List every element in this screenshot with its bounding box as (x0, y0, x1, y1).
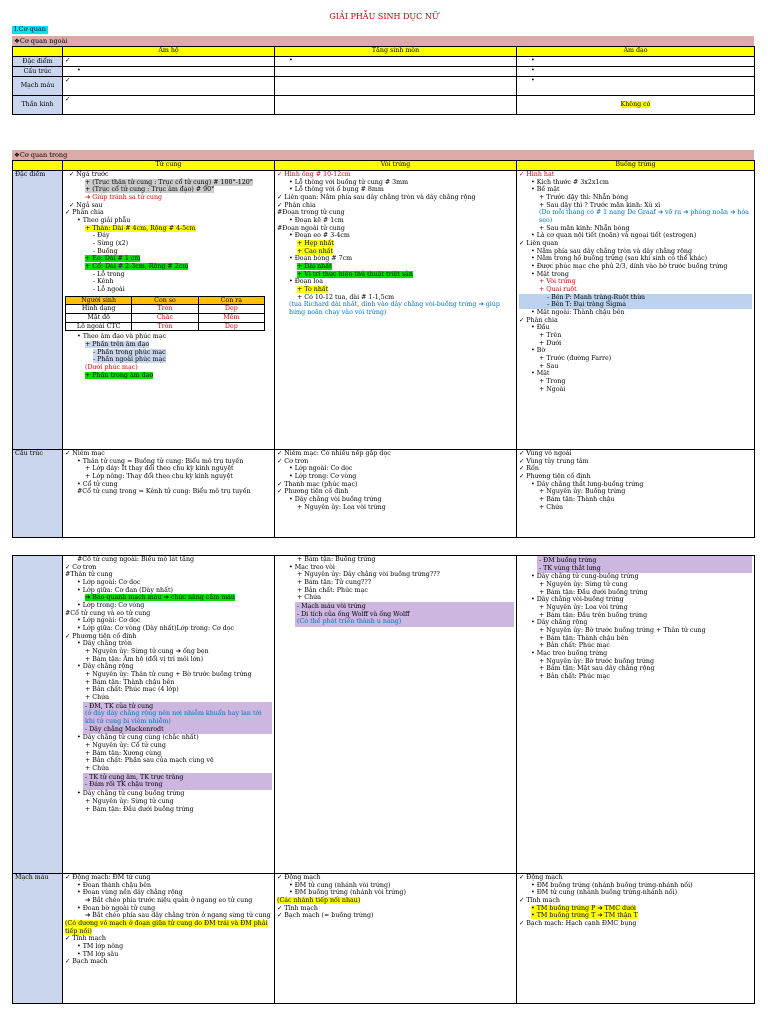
text-line: ✓ Vùng vỏ ngoài (519, 450, 572, 457)
text-line: ✓ Phương tiện cố định (277, 488, 349, 496)
text-line: + Cổ: Dài # 2-3cm, Rộng # 2cm (85, 263, 189, 271)
text-line: + Bản chất: Phúc mạc (297, 586, 368, 594)
ovary-structure-cont-cell (517, 556, 755, 874)
row-label: Mạch máu (13, 77, 63, 96)
text-line: + Bám tận: Thành chậu bên (85, 678, 175, 686)
page-title: GIẢI PHẪU SINH DỤC NỮ (329, 12, 439, 21)
text-line: • Lớp ngoài: Cơ dọc (77, 579, 141, 587)
text-line: • ĐM tử cung (nhánh vòi trứng) (289, 881, 391, 889)
text-line: - ĐM, TK của tử cung (85, 702, 154, 710)
text-line: • Lớp giữa: Cơ vòng (Dày nhất)Lớp trong: Cơ dọc (77, 625, 235, 633)
text-line: + (Trục cổ tử cung : Trục âm đạo) # 90° (85, 186, 215, 194)
text-line: - Di tích của ống Wolff và ống Wolff (297, 610, 410, 618)
table-cell (275, 77, 517, 96)
text-line: + Chứa (85, 765, 109, 773)
inner-organs-table-continued (12, 555, 755, 1004)
text-line: ✓ Cơ trơn (65, 563, 97, 571)
note-box (537, 556, 752, 573)
text-line: - Lỗ ngoài (93, 286, 125, 294)
text-line: ✓ Phân chia (277, 201, 316, 209)
table-cell (275, 96, 517, 115)
text-line: • TM lớp sâu (77, 950, 119, 958)
text-line: • Mạc treo vòi (289, 563, 335, 571)
text-line: • Đoạn eo # 3-4cm (289, 232, 350, 240)
text-line: + Chứa (85, 694, 109, 702)
text-line: • Lớp ngoài: Cơ dọc (289, 465, 353, 473)
tube-structure-cell (275, 450, 517, 538)
text-line: • Dây chằng rộng (77, 663, 134, 671)
text-line: - Sừng (x2) (93, 240, 129, 248)
text-line: ✓ Bạch mạch (= buồng trứng) (277, 912, 374, 920)
table-cell (517, 96, 755, 115)
text-line: ✓ Liên quan (519, 240, 559, 248)
text-line: #Cổ tử cung trong = Kênh tử cung: Biểu mô trụ tuyến (77, 488, 251, 496)
text-line: ✓ Phân chia (65, 209, 104, 217)
text-line: + Nguyên ủy: Bờ trước buồng trứng (539, 657, 654, 665)
text-line: + Bản chất: Phần sau của mạch cùng vệ (85, 757, 214, 765)
text-line: • Đoạn bóng # 7cm (289, 255, 353, 263)
text-line: • ĐM buồng trứng (nhánh buồng trứng-nhánh nối) (531, 881, 693, 889)
table-cell: Dẹp (198, 305, 264, 314)
text-line: • Cổ tử cung (77, 480, 118, 488)
text-line: + Nguyên ủy: Bờ trước buồng trứng + Thân tử cung (539, 627, 706, 635)
text-line: • Đoạn loa (289, 278, 323, 286)
text-line: + Có 10-12 tua, dài # 1-1,5cm (297, 293, 395, 301)
ovary-vessels-cell (517, 874, 755, 1004)
text-line: (Có dương vô mạch ở đoạn giữa tử cung do ĐM trái và ĐM phải tiếp nối) (65, 920, 268, 935)
table-cell: • (517, 57, 755, 67)
text-line: + Bản chất: Phúc mạc (539, 642, 610, 650)
text-line: + Bám tận: Buồng trứng (297, 556, 376, 563)
table-cell: Mật độ (66, 314, 132, 323)
text-line: ✓ Ngả trước (69, 171, 109, 178)
text-line: #Cổ tử cung và eo tử cung (65, 609, 151, 617)
text-line: • Lớp ngoài: Cơ dọc (77, 617, 141, 625)
text-line: + Ngoài (539, 385, 566, 393)
text-line: - Đáy (93, 232, 110, 240)
text-line: ✓ Động mạch (277, 874, 321, 881)
tube-structure-cont-cell (275, 556, 517, 874)
text-line: - TK tử cung âm, TK trực tràng (85, 773, 184, 781)
table-cell: Mềm (198, 314, 264, 323)
text-line: - ĐM buồng trứng (539, 557, 597, 564)
text-line: + Nguyên ủy: Sừng tử cung (85, 797, 174, 805)
table-cell: Hình dạng (66, 305, 132, 314)
text-line: • ĐM tử cung (nhánh buồng trứng-nhánh nối) (531, 889, 678, 897)
text-line: + Nguyên ủy: Buồng trứng (539, 488, 626, 496)
text-line: ✓ Bạch mạch (65, 958, 108, 966)
text-line: • Bề mặt (531, 186, 560, 194)
text-line: • Lỗ thông với ổ bụng # 8mm (289, 186, 384, 194)
text-line: + Bám tận: Thành chậu bên (539, 634, 629, 642)
text-line: + Nguyên ủy: Cổ tử cung (85, 742, 166, 750)
ovary-features-cell (517, 171, 755, 450)
text-line: (Do mỗi tháng có # 1 nang De Graaf ➔ vỡ ra ➔ phóng noãn ➔ hóa sẹo) (539, 209, 749, 225)
text-line: + Chứa (297, 594, 321, 602)
uterus-structure-cont-cell (63, 556, 275, 874)
text-line: • Là cơ quan nội tiết (noãn) và ngoại tiết (estrogen) (531, 232, 697, 240)
text-line: • Nằm trong hố buồng trứng (sau khi sinh có thể khác) (531, 255, 708, 263)
inner-organs-heading: ❖Cơ quan trong (12, 150, 754, 160)
text-line: • Bờ (531, 347, 546, 355)
text-line: ✓ Hình ống # 10-12cm (277, 171, 351, 178)
text-line: + Bám tận: Đầu trên buồng trứng (539, 611, 648, 619)
row-label: Cấu trúc (13, 450, 63, 538)
text-line: • Dây chằng vòi-buồng trứng (531, 596, 624, 604)
row-label: Cấu trúc (13, 67, 63, 77)
table-header: Con rạ (198, 296, 264, 305)
section-heading: I.Cơ quan (14, 25, 46, 33)
text-line: + Cao nhất (297, 247, 334, 255)
text-line: • Mặt ngoài: Thành chậu bên (531, 309, 625, 317)
text-line: ✓ Niêm mạc: Có nhiều nếp gấp dọc (277, 450, 391, 457)
text-line: ✓ Ngả sau (69, 201, 103, 209)
text-line: • Đoạn bờ ngoài tử cung (77, 904, 156, 912)
text-line: ✓ Thanh mạc (phúc mạc) (277, 480, 358, 488)
text-line: - Phần trong phúc mạc (93, 348, 166, 356)
text-line: • Dây chằng vòi buồng trứng (289, 496, 382, 504)
text-line: • Theo âm đạo và phúc mạc (77, 333, 167, 341)
tube-features-cell (275, 171, 517, 450)
text-line: • Nằm phía sau dây chằng tròn và dây chằng rộng (531, 247, 692, 255)
text-line: ✓ Phương tiện cố định (519, 473, 591, 481)
text-line: ➔ Bắt chéo phía trước niệu quản ở ngang eo tử cung (85, 897, 253, 905)
col-header: Vòi trứng (275, 161, 517, 171)
text-line: + Trên (539, 332, 562, 340)
text-line: + Nguyên ủy: Thân tử cung + Bờ trước buồng trứng (85, 671, 252, 679)
text-line: ➔ Bao quanh mạch máu ➔ chức năng cầm máu (85, 594, 235, 602)
text-line: (Dưới phúc mạc) (85, 364, 138, 372)
text-line: - Phần ngoài phúc mạc (93, 356, 166, 364)
text-line: + Nguyên ủy: Sừng tử cung (539, 581, 628, 589)
col-header: Âm đạo (517, 47, 755, 57)
table-cell (275, 67, 517, 77)
table-cell: ✓ (63, 57, 275, 67)
text-line: + Nguyên ủy: Dây chằng vòi buồng trứng??? (297, 571, 440, 579)
text-line: + Lớp đáy: Ít thay đổi theo chu kỳ kinh nguyệt (85, 465, 234, 473)
text-line: + Sau mãn kinh: Nhẵn bóng (539, 224, 630, 232)
text-line: • Dây chằng rộng (531, 619, 588, 627)
text-line: + Vòi trứng (539, 278, 576, 286)
col-header: Buồng trứng (517, 161, 755, 171)
text-line: (Có thể phát triển thành u nang) (297, 618, 402, 626)
text-line: + Bản chất: Phúc mạc (4 lớp) (85, 686, 179, 694)
table-header: Con so (132, 296, 198, 305)
table-cell: Dẹp (198, 322, 264, 331)
outer-organs-table (12, 46, 755, 115)
table-header: Người sinh (66, 296, 132, 305)
text-line: (tua Richard dài nhất, dính vào dây chằng vòi-buồng trứng ➔ giúp hứng noãn chạy vào vòi trứng) (289, 301, 500, 317)
uterus-features-cell (63, 171, 275, 450)
text-line: + Bám tận: Thành chậu (539, 496, 615, 504)
text-line: - Bên P: Manh tràng-Ruột thừa (519, 294, 752, 302)
col-header: Tầng sinh môn (275, 47, 517, 57)
text-line: • Dây chằng tử cung buồng trứng (77, 790, 185, 798)
text-line: ✓ Rốn (519, 465, 539, 473)
text-line: • Được phúc mạc che phủ 2/3, dính vào bờ trước buồng trứng (531, 263, 728, 271)
text-line: ✓ Phương tiện cố định (65, 632, 137, 640)
text-line: • Mặt trong (531, 270, 569, 278)
text-line: • Đầu (531, 324, 550, 332)
text-line: ✓ Hình hạt (519, 171, 555, 178)
note-box (83, 773, 272, 790)
text-line: + Bản chất: Phúc mạc (539, 673, 610, 681)
text-line: + Eo: Dài # 1 cm (85, 255, 141, 263)
table-cell: Tròn (132, 322, 198, 331)
text-line: • Kích thước # 3x2x1cm (531, 178, 609, 186)
text-line: ✓ Động mạch: ĐM tử cung (65, 874, 151, 881)
text-line: • Dây chằng tử cung cùng (chắc nhất) (77, 734, 199, 742)
text-line: • Đoạn thành chậu bên (77, 881, 152, 889)
text-line: • ĐM buồng trứng (nhánh vòi trứng) (289, 889, 406, 897)
text-line: + Bám tận: Đầu dưới buồng trứng (85, 805, 194, 813)
text-line: • Theo giải phẫu (77, 217, 131, 225)
row-label: Mạch máu (13, 874, 63, 1004)
uterus-structure-cell (63, 450, 275, 538)
text-line: + Lớp nông: Thay đổi theo chu kỳ kinh nguyệt (85, 473, 233, 481)
text-line: + Chứa (539, 503, 563, 511)
text-line: - Đám rối TK chậu trong (85, 781, 163, 789)
text-line: • TM buồng trứng T ➔ TM thận T (531, 912, 638, 920)
text-line: + Phần trong âm đạo (85, 371, 154, 379)
text-line: + Vị trí thực hiện thủ thuật triệt sản (297, 270, 413, 278)
text-line: • TM lớp nông (77, 943, 124, 951)
col-header: Tử cung (63, 161, 275, 171)
table-cell: • (63, 67, 275, 77)
text-line: • Lớp trong: Cơ vòng (77, 602, 145, 610)
text-line: #Đoạn trong tử cung (277, 209, 345, 217)
text-line: ✓ Động mạch (519, 874, 563, 881)
note-box (295, 602, 514, 627)
text-line: • Thân tử cung = Buồng tử cung: Biểu mô trụ tuyến (77, 457, 244, 465)
note-text: Không có (620, 101, 651, 109)
text-line: + Bám tận: Đầu dưới buồng trứng (539, 588, 648, 596)
text-line: • Dây chằng thắt lưng-buồng trứng (531, 480, 644, 488)
text-line: - Lỗ trong (93, 270, 125, 278)
text-line: #Thân tử cung (65, 571, 113, 579)
text-line: ✓ Niêm mạc (65, 450, 105, 457)
table-cell: Chắc (132, 314, 198, 323)
text-line: + Dài nhất (297, 263, 332, 271)
text-line: + To nhất (297, 286, 329, 294)
inner-organs-table (12, 160, 755, 538)
text-line: + Nguyên ủy: Loa vòi trứng (297, 503, 386, 511)
tube-vessels-cell (275, 874, 517, 1004)
outer-organs-heading: ❖Cơ quan ngoài (12, 36, 754, 46)
text-line: ➔ Giúp tránh sa tử cung (85, 194, 163, 202)
note-box (83, 702, 272, 735)
text-line: + Hẹp nhất (297, 240, 335, 248)
table-cell: Tròn (132, 305, 198, 314)
text-line: + Bám tận: Xương cùng (85, 749, 162, 757)
text-line: + Dưới (539, 339, 562, 347)
text-line: #Cổ tử cung ngoài: Biểu mô lát tầng (77, 556, 195, 563)
text-line: (ở đáy dây chằng rộng nên nơi nhiễm khuẩn hay lan tới khi tử cung bị viêm nhiễm) (85, 710, 262, 726)
text-line: • Dây chằng tròn (77, 640, 132, 648)
text-line: - TK vùng thắt lưng (539, 564, 601, 572)
text-line: - Kênh (93, 278, 114, 286)
row-label: Đặc điểm (13, 171, 63, 450)
text-line: ✓ Tĩnh mạch (277, 904, 318, 912)
text-line: • Đoạn vùng nền dây chằng rộng (77, 889, 183, 897)
text-line: • Lớp giữa: Cơ đan (Dày nhất) (77, 586, 173, 594)
text-line: • Mạc treo buồng trứng (531, 650, 608, 658)
text-line: + (Trục thân tử cung : Trục cổ tử cung) # 100°-120° (85, 178, 253, 186)
text-line: + Phần trên âm đạo (85, 341, 150, 349)
col-header: Âm hộ (63, 47, 275, 57)
row-label: Thần kinh (13, 96, 63, 115)
ovary-structure-cell (517, 450, 755, 538)
text-line: + Nguyên ủy: Sừng tử cung ➔ ống bẹn (85, 648, 209, 656)
text-line: + Bám tận: Tử cung??? (297, 579, 372, 587)
uterus-vessels-cell (63, 874, 275, 1004)
text-line: ✓ Cơ trơn (277, 457, 309, 465)
table-cell: • (275, 57, 517, 67)
text-line: ✓ Vùng tủy trung tâm (519, 457, 589, 465)
table-cell: ✓ (63, 77, 275, 96)
text-line: ➔ Bắt chéo phía sau dây chằng tròn ở ngang sừng tử cung (85, 912, 271, 920)
text-line: + Bám tận: Âm hộ (đổi vị trí môi lớn) (85, 655, 204, 663)
text-line: - Buồng (93, 247, 118, 255)
text-line: (Các nhánh tiếp nối nhau) (277, 897, 361, 905)
text-line: ✓ Bạch mạch: Hạch cạnh ĐMC bụng (519, 920, 637, 928)
table-cell: • (517, 77, 755, 96)
text-line: + Trước (đường Farre) (539, 355, 612, 363)
text-line: • TM buồng trứng P ➔ TMC dưới (531, 904, 636, 912)
text-line: + Sau (539, 362, 559, 370)
text-line: - Mạch máu vòi trứng (297, 603, 366, 611)
text-line: • Dây chằng tử cung-buồng trứng (531, 573, 639, 581)
text-line: • Lớp trong: Cơ vòng (289, 473, 357, 481)
text-line: ✓ Tĩnh mạch (519, 897, 560, 905)
text-line: • Mặt (531, 370, 550, 378)
text-line: + Thân: Dài # 4cm, Rộng # 4-5cm (85, 224, 196, 232)
text-line: + Bám tận: Mặt sau dây chằng rộng (539, 665, 655, 673)
text-line: #Đoạn ngoài tử cung (277, 224, 345, 232)
text-line: + Trong (539, 378, 566, 386)
table-cell: • (517, 67, 755, 77)
text-line: + Nguyên ủy: Loa vòi trứng (539, 604, 628, 612)
text-line: + Trước dậy thì: Nhẵn bóng (539, 194, 629, 202)
text-line: ✓ Tĩnh mạch (65, 935, 106, 943)
text-line: - Dây chằng Mackenrodt (85, 725, 164, 733)
table-cell: ✓ (63, 96, 275, 115)
table-cell: Lỗ ngoài CTC (66, 322, 132, 331)
text-line: ✓ Phân chia (519, 316, 558, 324)
text-line: - Bên T: Đại tràng Sigma (519, 301, 752, 309)
row-label: Đặc điểm (13, 57, 63, 67)
cervix-comparison-table (65, 296, 265, 332)
text-line: ✓ Liên quan: Nằm phía sau dây chằng tròn và dây chằng rộng (277, 194, 476, 202)
text-line: + Quai ruột (539, 286, 577, 294)
text-line: • Lỗ thông với buồng tử cung # 3mm (289, 178, 409, 186)
text-line: + Sau dậy thì ? Trước mãn kinh: Xù xì (539, 201, 661, 209)
text-line: • Đoạn kẽ # 1cm (289, 217, 344, 225)
